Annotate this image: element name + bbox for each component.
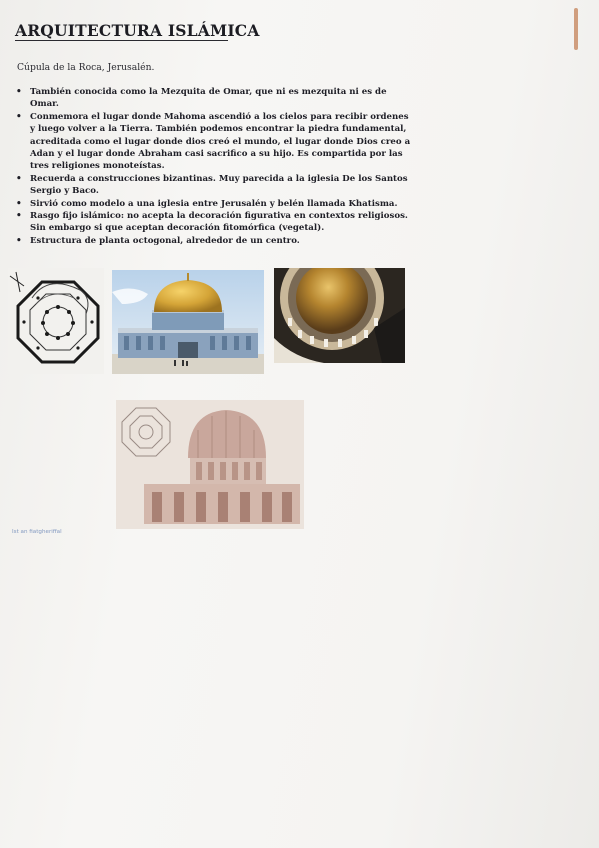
bullet-item: • También conocida como la Mezquita de Omar, que ni es mezquita ni es de Omar. [16,86,416,111]
octagonal-plan-drawing [8,268,104,374]
bullet-item: • Rasgo fijo islámico: no acepta la decoración figurativa en contextos religiosos. Sin embargo si que aceptan decoración fitomórfica (vegetal). [16,210,416,235]
bullet-item: • Conmemora el lugar donde Mahoma ascendió a los cielos para recibir ordenes y luego volver a la Tierra. También podemos encontrar la piedra fundamental, acreditada como el lugar donde dios creó el mundo, el lugar donde Dios creo a Adan y el lugar donde Abraham casi sacrifico a su hijo. Es compartida por las tres religiones monoteístas. [16,111,416,173]
section-elevation-drawing [116,400,304,529]
page-edge-mark [574,8,578,50]
page-title: ARQUITECTURA ISLÁMICA [15,21,260,40]
bullet-item: • Estructura de planta octogonal, alrededor de un centro. [16,235,416,247]
dome-interior-photo [274,268,405,363]
bullet-item: • Sirvió como modelo a una iglesia entre Jerusalén y belén llamada Khatisma. [16,198,416,210]
title-underline [15,40,228,41]
section-subtitle: Cúpula de la Roca, Jerusalén. [17,62,155,73]
bullet-list [16,86,416,247]
dome-exterior-photo [112,270,264,374]
bullet-item: • Recuerda a construcciones bizantinas. Muy parecida a la iglesia De los Santos Sergio y Baco. [16,173,416,198]
faint-caption: Ist an fiatgheriffal [12,529,62,535]
